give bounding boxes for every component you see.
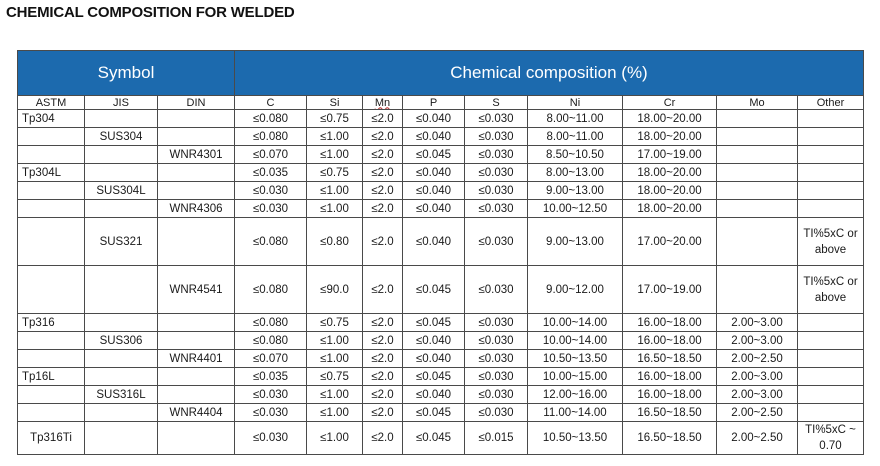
cell-mo — [717, 218, 798, 266]
cell-astm: Tp304 — [18, 110, 85, 128]
cell-other — [798, 386, 864, 404]
cell-mn: ≤2.0 — [363, 332, 403, 350]
cell-s: ≤0.030 — [465, 110, 528, 128]
cell-p: ≤0.040 — [403, 218, 465, 266]
cell-mn: ≤2.0 — [363, 218, 403, 266]
cell-p: ≤0.045 — [403, 146, 465, 164]
cell-mo — [717, 110, 798, 128]
cell-mn: ≤2.0 — [363, 128, 403, 146]
cell-mo — [717, 164, 798, 182]
cell-din — [158, 368, 235, 386]
cell-astm — [18, 146, 85, 164]
cell-mo: 2.00~2.50 — [717, 404, 798, 422]
column-header-mn: Mn — [363, 96, 403, 110]
cell-din: WNR4306 — [158, 200, 235, 218]
cell-c: ≤0.080 — [235, 332, 307, 350]
cell-si: ≤1.00 — [307, 386, 363, 404]
cell-s: ≤0.030 — [465, 266, 528, 314]
cell-din — [158, 110, 235, 128]
table-row — [18, 386, 864, 404]
cell-c: ≤0.035 — [235, 368, 307, 386]
composition-table — [17, 50, 864, 455]
cell-p: ≤0.040 — [403, 350, 465, 368]
cell-c: ≤0.070 — [235, 146, 307, 164]
cell-mn: ≤2.0 — [363, 350, 403, 368]
cell-mn: ≤2.0 — [363, 164, 403, 182]
cell-si: ≤1.00 — [307, 350, 363, 368]
cell-astm — [18, 404, 85, 422]
cell-si: ≤1.00 — [307, 422, 363, 455]
cell-jis — [85, 350, 158, 368]
cell-si: ≤0.75 — [307, 110, 363, 128]
table-row — [18, 332, 864, 350]
cell-mo: 2.00~2.50 — [717, 422, 798, 455]
cell-cr: 18.00~20.00 — [623, 128, 717, 146]
column-header-ni: Ni — [528, 96, 623, 110]
cell-astm: Tp16L — [18, 368, 85, 386]
column-header-jis: JIS — [85, 96, 158, 110]
cell-si: ≤1.00 — [307, 332, 363, 350]
cell-si: ≤1.00 — [307, 200, 363, 218]
cell-ni: 10.50~13.50 — [528, 422, 623, 455]
cell-si: ≤0.80 — [307, 218, 363, 266]
cell-cr: 16.00~18.00 — [623, 386, 717, 404]
cell-p: ≤0.040 — [403, 386, 465, 404]
table-row — [18, 350, 864, 368]
cell-c: ≤0.080 — [235, 314, 307, 332]
cell-mn: ≤2.0 — [363, 200, 403, 218]
cell-p: ≤0.045 — [403, 422, 465, 455]
cell-si: ≤0.75 — [307, 368, 363, 386]
table-row — [18, 404, 864, 422]
cell-other — [798, 200, 864, 218]
table-row — [18, 164, 864, 182]
cell-si: ≤1.00 — [307, 404, 363, 422]
cell-si: ≤0.75 — [307, 164, 363, 182]
cell-mn: ≤2.0 — [363, 146, 403, 164]
cell-mo: 2.00~3.00 — [717, 314, 798, 332]
cell-mo: 2.00~2.50 — [717, 350, 798, 368]
cell-ni: 11.00~14.00 — [528, 404, 623, 422]
cell-jis: SUS321 — [85, 218, 158, 266]
chemical-composition-header: Chemical composition (%) — [235, 51, 864, 96]
cell-mo: 2.00~3.00 — [717, 368, 798, 386]
cell-cr: 18.00~20.00 — [623, 164, 717, 182]
cell-cr: 16.50~18.50 — [623, 404, 717, 422]
column-header-mo: Mo — [717, 96, 798, 110]
cell-astm — [18, 128, 85, 146]
cell-astm — [18, 350, 85, 368]
cell-p: ≤0.040 — [403, 128, 465, 146]
cell-cr: 18.00~20.00 — [623, 182, 717, 200]
column-header-c: C — [235, 96, 307, 110]
cell-jis: SUS316L — [85, 386, 158, 404]
cell-astm — [18, 266, 85, 314]
cell-jis — [85, 404, 158, 422]
cell-din — [158, 128, 235, 146]
cell-c: ≤0.030 — [235, 422, 307, 455]
cell-cr: 17.00~20.00 — [623, 218, 717, 266]
cell-jis — [85, 110, 158, 128]
cell-p: ≤0.045 — [403, 368, 465, 386]
table-row — [18, 146, 864, 164]
cell-ni: 10.00~14.00 — [528, 332, 623, 350]
cell-din — [158, 218, 235, 266]
cell-cr: 16.50~18.50 — [623, 350, 717, 368]
column-header-row — [18, 96, 864, 110]
cell-jis — [85, 200, 158, 218]
cell-other — [798, 128, 864, 146]
cell-other — [798, 350, 864, 368]
cell-other — [798, 146, 864, 164]
cell-jis: SUS304 — [85, 128, 158, 146]
cell-c: ≤0.080 — [235, 218, 307, 266]
column-header-s: S — [465, 96, 528, 110]
cell-din: WNR4541 — [158, 266, 235, 314]
cell-si: ≤0.75 — [307, 314, 363, 332]
cell-p: ≤0.045 — [403, 314, 465, 332]
cell-si: ≤1.00 — [307, 146, 363, 164]
cell-ni: 9.00~13.00 — [528, 218, 623, 266]
cell-s: ≤0.030 — [465, 128, 528, 146]
cell-mo — [717, 200, 798, 218]
cell-other — [798, 314, 864, 332]
cell-mo — [717, 266, 798, 314]
cell-cr: 16.00~18.00 — [623, 314, 717, 332]
cell-mo — [717, 128, 798, 146]
cell-din: WNR4301 — [158, 146, 235, 164]
cell-din — [158, 422, 235, 455]
cell-astm: Tp316 — [18, 314, 85, 332]
cell-mn: ≤2.0 — [363, 368, 403, 386]
cell-si: ≤1.00 — [307, 128, 363, 146]
cell-other — [798, 164, 864, 182]
cell-mn: ≤2.0 — [363, 314, 403, 332]
column-header-din: DIN — [158, 96, 235, 110]
cell-din — [158, 314, 235, 332]
cell-jis — [85, 266, 158, 314]
cell-s: ≤0.015 — [465, 422, 528, 455]
cell-c: ≤0.035 — [235, 164, 307, 182]
cell-c: ≤0.080 — [235, 128, 307, 146]
table-body — [18, 110, 864, 455]
table-row — [18, 368, 864, 386]
cell-p: ≤0.045 — [403, 404, 465, 422]
cell-s: ≤0.030 — [465, 182, 528, 200]
cell-s: ≤0.030 — [465, 146, 528, 164]
cell-s: ≤0.030 — [465, 200, 528, 218]
cell-s: ≤0.030 — [465, 218, 528, 266]
cell-mn: ≤2.0 — [363, 386, 403, 404]
page-title: CHEMICAL COMPOSITION FOR WELDED — [6, 4, 295, 21]
cell-p: ≤0.040 — [403, 200, 465, 218]
cell-other: TI%5xC ~ 0.70 — [798, 422, 864, 455]
cell-ni: 8.00~11.00 — [528, 110, 623, 128]
cell-ni: 10.50~13.50 — [528, 350, 623, 368]
cell-p: ≤0.040 — [403, 332, 465, 350]
table-row — [18, 182, 864, 200]
cell-cr: 18.00~20.00 — [623, 110, 717, 128]
cell-c: ≤0.080 — [235, 266, 307, 314]
cell-jis — [85, 368, 158, 386]
table-row — [18, 314, 864, 332]
cell-other — [798, 332, 864, 350]
cell-other: TI%5xC or above — [798, 266, 864, 314]
cell-cr: 16.00~18.00 — [623, 332, 717, 350]
cell-astm: Tp304L — [18, 164, 85, 182]
cell-mn: ≤2.0 — [363, 404, 403, 422]
cell-s: ≤0.030 — [465, 314, 528, 332]
cell-astm — [18, 218, 85, 266]
column-header-p: P — [403, 96, 465, 110]
cell-jis — [85, 146, 158, 164]
cell-cr: 16.50~18.50 — [623, 422, 717, 455]
cell-jis: SUS304L — [85, 182, 158, 200]
cell-jis — [85, 164, 158, 182]
table-row — [18, 266, 864, 314]
cell-din: WNR4404 — [158, 404, 235, 422]
cell-c: ≤0.030 — [235, 182, 307, 200]
cell-c: ≤0.070 — [235, 350, 307, 368]
cell-c: ≤0.030 — [235, 404, 307, 422]
table-row — [18, 200, 864, 218]
cell-mn: ≤2.0 — [363, 110, 403, 128]
cell-mn: ≤2.0 — [363, 182, 403, 200]
cell-ni: 10.00~15.00 — [528, 368, 623, 386]
cell-astm — [18, 182, 85, 200]
table-row — [18, 422, 864, 455]
column-header-cr: Cr — [623, 96, 717, 110]
cell-ni: 8.50~10.50 — [528, 146, 623, 164]
cell-ni: 10.00~12.50 — [528, 200, 623, 218]
cell-s: ≤0.030 — [465, 164, 528, 182]
column-header-si: Si — [307, 96, 363, 110]
cell-cr: 17.00~19.00 — [623, 146, 717, 164]
cell-si: ≤90.0 — [307, 266, 363, 314]
cell-other — [798, 110, 864, 128]
cell-other: TI%5xC or above — [798, 218, 864, 266]
cell-mo: 2.00~3.00 — [717, 332, 798, 350]
cell-p: ≤0.045 — [403, 266, 465, 314]
cell-ni: 8.00~13.00 — [528, 164, 623, 182]
cell-other — [798, 182, 864, 200]
column-header-other: Other — [798, 96, 864, 110]
cell-jis: SUS306 — [85, 332, 158, 350]
cell-astm — [18, 200, 85, 218]
cell-mn: ≤2.0 — [363, 266, 403, 314]
cell-c: ≤0.030 — [235, 200, 307, 218]
cell-p: ≤0.040 — [403, 182, 465, 200]
cell-other — [798, 368, 864, 386]
cell-cr: 18.00~20.00 — [623, 200, 717, 218]
cell-mn: ≤2.0 — [363, 422, 403, 455]
cell-din — [158, 182, 235, 200]
cell-mo — [717, 146, 798, 164]
cell-p: ≤0.040 — [403, 110, 465, 128]
cell-other — [798, 404, 864, 422]
column-header-astm: ASTM — [18, 96, 85, 110]
symbol-header: Symbol — [18, 51, 235, 96]
table-row — [18, 128, 864, 146]
cell-s: ≤0.030 — [465, 368, 528, 386]
cell-s: ≤0.030 — [465, 332, 528, 350]
cell-ni: 10.00~14.00 — [528, 314, 623, 332]
cell-astm — [18, 332, 85, 350]
cell-astm: Tp316Ti — [18, 422, 85, 455]
table-row — [18, 218, 864, 266]
cell-c: ≤0.080 — [235, 110, 307, 128]
cell-din — [158, 386, 235, 404]
cell-s: ≤0.030 — [465, 404, 528, 422]
cell-s: ≤0.030 — [465, 386, 528, 404]
cell-mo — [717, 182, 798, 200]
cell-din — [158, 332, 235, 350]
cell-cr: 17.00~19.00 — [623, 266, 717, 314]
cell-din — [158, 164, 235, 182]
cell-mo: 2.00~3.00 — [717, 386, 798, 404]
cell-astm — [18, 386, 85, 404]
cell-ni: 9.00~13.00 — [528, 182, 623, 200]
cell-din: WNR4401 — [158, 350, 235, 368]
cell-ni: 8.00~11.00 — [528, 128, 623, 146]
cell-c: ≤0.030 — [235, 386, 307, 404]
cell-ni: 9.00~12.00 — [528, 266, 623, 314]
cell-jis — [85, 422, 158, 455]
cell-si: ≤1.00 — [307, 182, 363, 200]
cell-jis — [85, 314, 158, 332]
cell-ni: 12.00~16.00 — [528, 386, 623, 404]
cell-p: ≤0.040 — [403, 164, 465, 182]
cell-cr: 16.00~18.00 — [623, 368, 717, 386]
table-row — [18, 110, 864, 128]
cell-s: ≤0.030 — [465, 350, 528, 368]
